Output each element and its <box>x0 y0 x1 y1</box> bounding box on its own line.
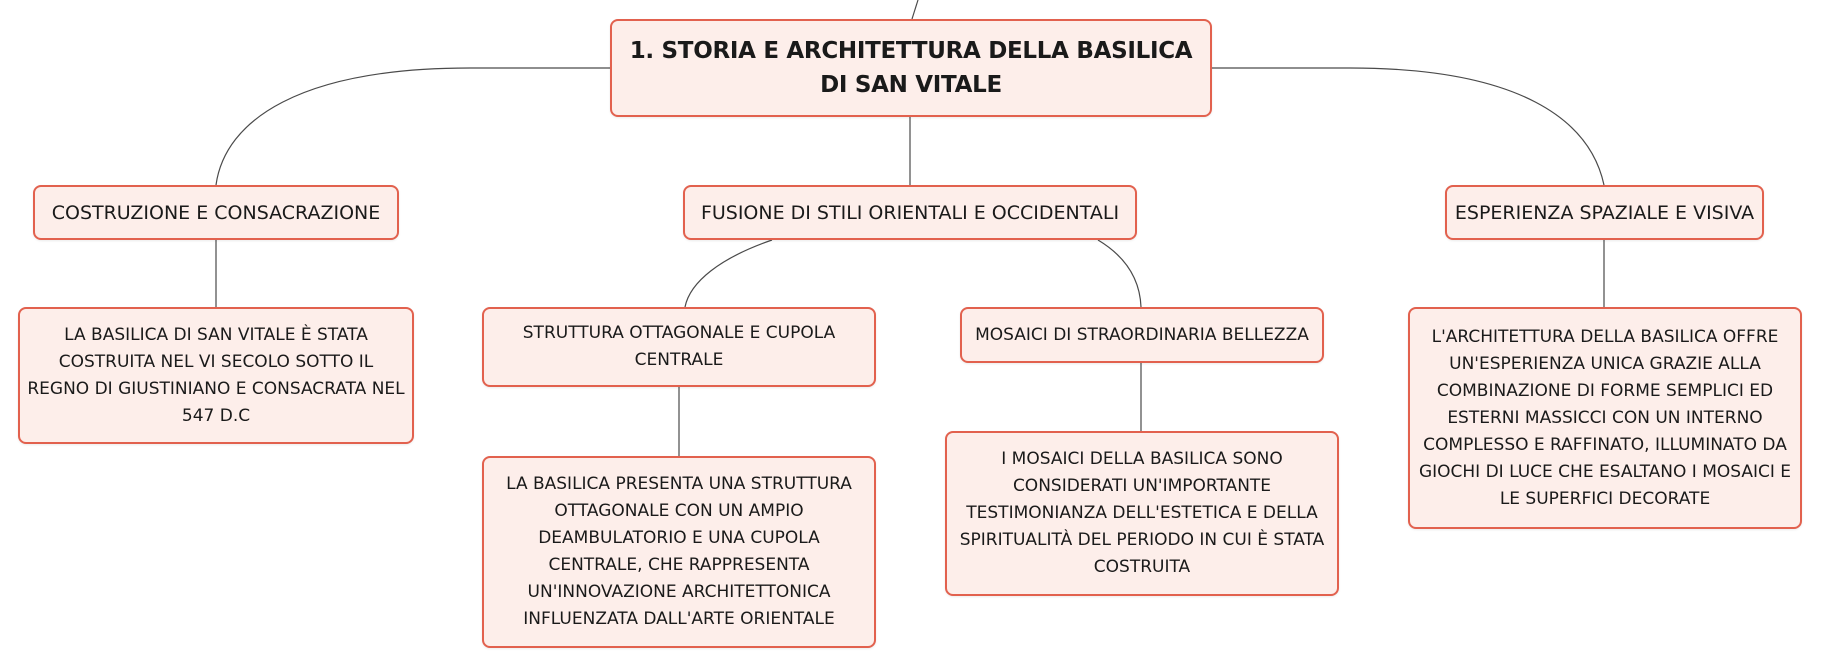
root-topic[interactable] <box>610 19 1212 117</box>
connector-parent-to-root <box>912 0 918 19</box>
root-topic-label: 1. STORIA E ARCHITETTURA DELLA BASILICA DI SAN VITALE <box>629 38 1193 98</box>
detail-esperienza-text: L'ARCHITETTURA DELLA BASILICA OFFRE UN'ESPERIENZA UNICA GRAZIE ALLA COMBINAZIONE DI FORME SEMPLICI ED ESTERNI MASSICCI CON UN INTERNO COMPLESSO E RAFFINATO, ILLUMINATO DA GIOCHI DI LUCE CHE ESALTANO I MOSAICI E LE SUPERFICI DECORATE <box>1418 326 1792 509</box>
detail-struttura[interactable] <box>482 456 876 648</box>
detail-costruzione[interactable] <box>18 307 414 444</box>
topic-esperienza-label: ESPERIENZA SPAZIALE E VISIVA <box>1454 201 1755 224</box>
detail-esperienza[interactable] <box>1408 307 1802 529</box>
detail-costruzione-text: LA BASILICA DI SAN VITALE È STATA COSTRUITA NEL VI SECOLO SOTTO IL REGNO DI GIUSTINIANO E CONSACRATA NEL 547 D.C <box>27 324 405 426</box>
connector-fusione-to-mosaici <box>1098 240 1141 307</box>
detail-struttura-text: LA BASILICA PRESENTA UNA STRUTTURA OTTAGONALE CON UN AMPIO DEAMBULATORIO E UNA CUPOLA CENTRALE, CHE RAPPRESENTA UN'INNOVAZIONE ARCHITETTONICA INFLUENZATA DALL'ARTE ORIENTALE <box>506 474 852 629</box>
connector-root-to-esperienza <box>1212 68 1604 185</box>
subtopic-mosaici[interactable] <box>960 307 1324 363</box>
detail-mosaici-text: I MOSAICI DELLA BASILICA SONO CONSIDERATI UN'IMPORTANTE TESTIMONIANZA DELL'ESTETICA E DELLA SPIRITUALITÀ DEL PERIODO IN CUI È STATA COSTRUITA <box>959 449 1325 577</box>
subtopic-struttura-label: STRUTTURA OTTAGONALE E CUPOLA CENTRALE <box>522 323 836 370</box>
subtopic-mosaici-label: MOSAICI DI STRAORDINARIA BELLEZZA <box>975 324 1309 345</box>
topic-fusione-label: FUSIONE DI STILI ORIENTALI E OCCIDENTALI <box>700 201 1120 224</box>
connector-root-to-costruzione <box>216 68 610 185</box>
connector-fusione-to-struttura <box>685 240 772 307</box>
detail-mosaici[interactable] <box>945 431 1339 596</box>
subtopic-struttura[interactable] <box>482 307 876 387</box>
topic-esperienza[interactable] <box>1445 185 1764 240</box>
topic-fusione[interactable] <box>683 185 1137 240</box>
topic-costruzione[interactable] <box>33 185 399 240</box>
topic-costruzione-label: COSTRUZIONE E CONSACRAZIONE <box>51 201 381 224</box>
